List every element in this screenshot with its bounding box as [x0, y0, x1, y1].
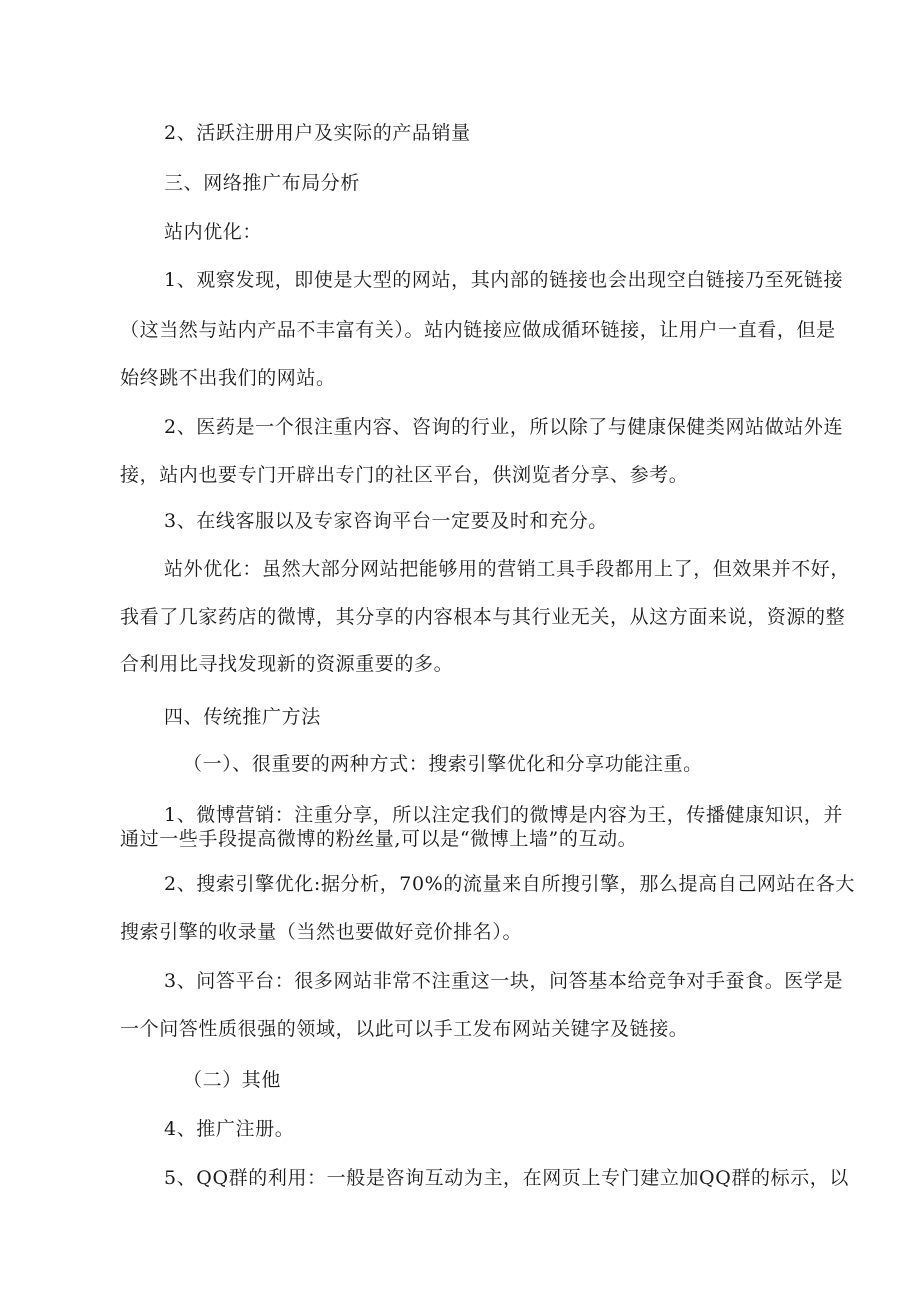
paragraph-line: 我看了几家药店的微博，其分享的内容根本与其行业无关，从这方面来说，资源的整	[120, 606, 846, 628]
paragraph-line: 1、微博营销：注重分享，所以注定我们的微博是内容为王，传播健康知识，并	[164, 804, 844, 826]
subheading-part-1: （一）、很重要的两种方式：搜索引擎优化和分享功能注重。	[183, 753, 703, 775]
paragraph-line: 2、搜索引擎优化:据分析，70%的流量来自所搜引擎，那么提高自己网站在各大	[164, 873, 855, 895]
subheading-onsite-optimization: 站内优化：	[164, 221, 263, 243]
list-item-promotion-registration: 4、推广注册。	[164, 1118, 295, 1140]
paragraph-line: 接，站内也要专门开辟出专门的社区平台，供浏览者分享、参考。	[120, 464, 689, 486]
paragraph-line: 始终跳不出我们的网站。	[120, 367, 336, 389]
subheading-part-2: （二）其他	[183, 1069, 282, 1091]
list-item-active-users: 2、活跃注册用户及实际的产品销量	[164, 122, 471, 144]
paragraph-line: 合利用比寻找发现新的资源重要的多。	[120, 653, 454, 675]
paragraph-line: 1、观察发现，即使是大型的网站，其内部的链接也会出现空白链接乃至死链接	[164, 269, 844, 291]
paragraph-line: 站外优化：虽然大部分网站把能够用的营销工具手段都用上了，但效果并不好，	[164, 558, 851, 580]
paragraph-line: 搜索引擎的收录量（当然也要做好竞价排名）。	[120, 921, 523, 943]
paragraph-line: 3、在线客服以及专家咨询平台一定要及时和充分。	[164, 510, 608, 532]
paragraph-line: 5、QQ群的利用：一般是咨询互动为主，在网页上专门建立加QQ群的标示，以	[164, 1167, 849, 1189]
paragraph-line: 2、医药是一个很注重内容、咨询的行业，所以除了与健康保健类网站做站外连	[164, 416, 844, 438]
paragraph-line: 一个问答性质很强的领域，以此可以手工发布网站关键字及链接。	[120, 1018, 689, 1040]
paragraph-line: 3、问答平台：很多网站非常不注重这一块，问答基本给竞争对手蚕食。医学是	[164, 970, 844, 992]
section-heading-4: 四、传统推广方法	[164, 706, 321, 728]
paragraph-line: 通过一些手段提高微博的粉丝量,可以是“微博上墙”的互动。	[120, 828, 638, 850]
paragraph-line: （这当然与站内产品不丰富有关）。站内链接应做成循环链接，让用户一直看，但是	[120, 319, 836, 341]
section-heading-3: 三、网络推广布局分析	[164, 172, 361, 194]
